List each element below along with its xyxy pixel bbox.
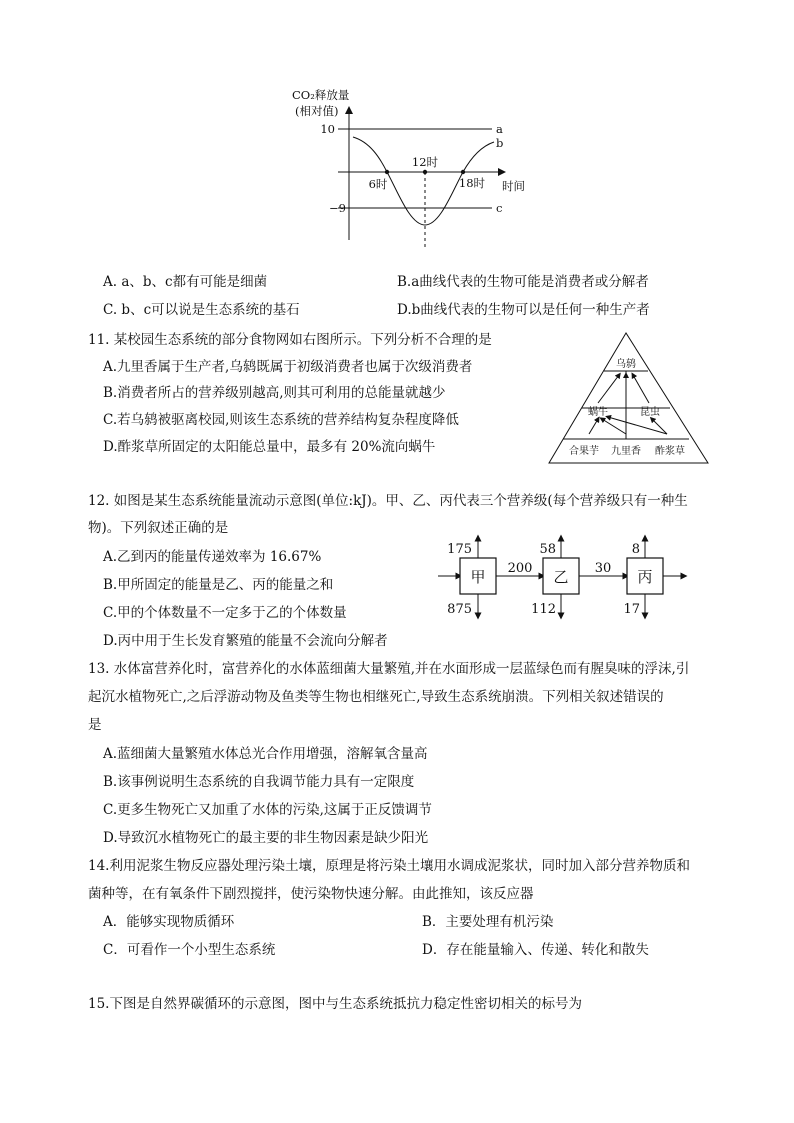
jia-to-yi-value: 200 [507, 561, 533, 576]
q14-option-a: A．能够实现物质循环 [103, 914, 235, 930]
energy-flow-diagram [436, 533, 690, 621]
food-web-triangle [549, 333, 708, 463]
q10-option-d: D.b曲线代表的生物可以是任何一种生产者 [397, 302, 650, 318]
q12-stem-line1: 12. 如图是某生态系统能量流动示意图(单位:kJ)。甲、乙、丙代表三个营养级(每个营养级只有一种生 [88, 493, 688, 509]
q12-stem-line2: 物)。下列叙述正确的是 [88, 520, 229, 536]
food-web-insect: 昆虫 [640, 407, 660, 418]
y-tick-10: 10 [320, 122, 335, 136]
food-web-plant-1: 合果芋 [569, 446, 599, 457]
food-web-snail: 蜗牛 [588, 407, 608, 418]
point-6h [385, 170, 389, 174]
q13-option-a: A.蓝细菌大量繁殖水体总光合作用增强，溶解氧含量高 [103, 746, 428, 762]
x-axis-label: 时间 [502, 179, 525, 193]
label-12h: 12时 [411, 155, 439, 169]
q11-option-b: B.消费者所占的营养级别越高,则其可利用的总能量就越少 [103, 385, 446, 401]
y-tick-neg9: −9 [329, 201, 346, 215]
q14-option-c: C．可看作一个小型生态系统 [103, 942, 276, 958]
food-web-plant-3: 酢浆草 [655, 446, 685, 457]
trophic-bing-label: 丙 [637, 568, 653, 586]
yi-up-value: 58 [539, 542, 556, 557]
q10-option-c: C. b、c可以说是生态系统的基石 [103, 302, 300, 318]
q12-option-b: B.甲所固定的能量是乙、丙的能量之和 [103, 577, 334, 593]
food-web-plant-2: 九里香 [611, 446, 641, 457]
q14-stem-line2: 菌种等，在有氧条件下剧烈搅拌，使污染物快速分解。由此推知，该反应器 [88, 886, 534, 902]
trophic-yi-label: 乙 [553, 568, 569, 586]
food-web-top: 乌鸫 [616, 359, 636, 370]
q12-option-a: A.乙到丙的能量传递效率为 16.67% [103, 549, 322, 565]
q10-option-b: B.a曲线代表的生物可能是消费者或分解者 [397, 274, 649, 290]
curve-c-label: c [496, 201, 503, 215]
q11-option-c: C.若乌鸫被驱离校园,则该生态系统的营养结构复杂程度降低 [103, 412, 459, 428]
bing-down-value: 17 [623, 602, 640, 617]
co2-release-chart [280, 80, 540, 255]
bing-up-value: 8 [631, 542, 640, 557]
q12-option-c: C.甲的个体数量不一定多于乙的个体数量 [103, 605, 347, 621]
q11-option-a: A.九里香属于生产者,乌鸫既属于初级消费者也属于次级消费者 [103, 359, 473, 375]
point-18h [461, 170, 465, 174]
q15-stem: 15.下图是自然界碳循环的示意图，图中与生态系统抵抗力稳定性密切相关的标号为 [88, 996, 582, 1012]
q12-option-d: D.丙中用于生长发育繁殖的能量不会流向分解者 [103, 633, 388, 649]
point-12h [423, 170, 427, 174]
q14-stem-line1: 14.利用泥浆生物反应器处理污染土壤，原理是将污染土壤用水调成泥浆状，同时加入部分营养物质和 [88, 858, 690, 874]
q11-stem: 11. 某校园生态系统的部分食物网如右图所示。下列分析不合理的是 [88, 332, 492, 348]
q13-stem-line1: 13. 水体富营养化时，富营养化的水体蓝细菌大量繁殖,并在水面形成一层蓝绿色而有腥臭味的浮沫,引 [88, 661, 690, 677]
curve-a-label: a [496, 122, 503, 136]
label-18h: 18时 [458, 176, 486, 190]
yi-to-bing-value: 30 [594, 561, 612, 576]
q13-option-b: B.该事例说明生态系统的自我调节能力具有一定限度 [103, 774, 415, 790]
yi-down-value: 112 [531, 602, 556, 617]
q13-option-d: D.导致沉水植物死亡的最主要的非生物因素是缺少阳光 [103, 830, 429, 846]
y-axis-label-2: (相对值) [295, 104, 339, 118]
q13-option-c: C.更多生物死亡又加重了水体的污染,这属于正反馈调节 [103, 802, 432, 818]
jia-up-value: 175 [447, 542, 472, 557]
jia-down-value: 875 [447, 602, 472, 617]
q13-stem-line3: 是 [88, 717, 102, 733]
q14-option-b: B．主要处理有机污染 [422, 914, 554, 930]
food-web-diagram [546, 331, 712, 466]
q13-stem-line2: 起沉水植物死亡,之后浮游动物及鱼类等生物也相继死亡,导致生态系统崩溃。下列相关叙述错误的 [88, 689, 664, 705]
y-axis-label-1: CO₂释放量 [292, 88, 350, 102]
q14-option-d: D．存在能量输入、传递、转化和散失 [422, 942, 649, 958]
q11-option-d: D.酢浆草所固定的太阳能总量中，最多有 20%流向蜗牛 [103, 439, 436, 455]
q10-option-a: A. a、b、c都有可能是细菌 [103, 274, 268, 290]
label-6h: 6时 [368, 177, 388, 191]
curve-b-label: b [496, 136, 504, 150]
trophic-jia-label: 甲 [470, 568, 486, 586]
